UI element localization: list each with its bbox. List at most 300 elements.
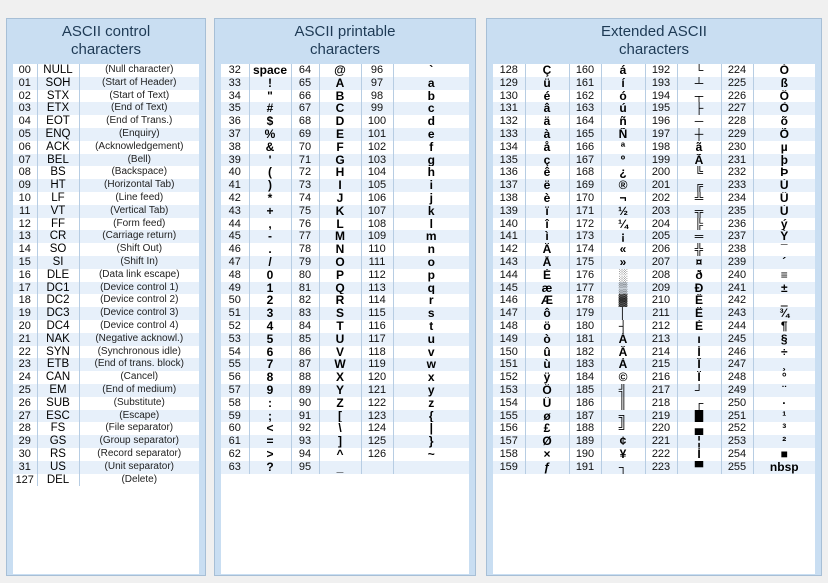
table-row bbox=[13, 346, 199, 359]
description: (Horizontal Tab) bbox=[79, 179, 199, 192]
character: # bbox=[249, 102, 291, 115]
decimal-code: 73 bbox=[291, 179, 319, 192]
character: 1 bbox=[249, 282, 291, 295]
table-row bbox=[13, 218, 199, 231]
decimal-code: 07 bbox=[13, 154, 37, 167]
table-row bbox=[13, 205, 199, 218]
character: Ú bbox=[753, 179, 815, 192]
character: ? bbox=[249, 461, 291, 474]
description: (Acknowledgement) bbox=[95, 140, 184, 152]
table-row bbox=[493, 102, 815, 115]
character: 4 bbox=[249, 320, 291, 333]
table-row bbox=[221, 102, 469, 115]
character: ó bbox=[601, 90, 645, 103]
table-row bbox=[13, 474, 199, 487]
extended-characters-panel bbox=[486, 18, 822, 576]
decimal-code: 47 bbox=[221, 256, 249, 269]
table-row bbox=[493, 192, 815, 205]
character: I bbox=[319, 179, 361, 192]
table-row bbox=[221, 77, 469, 90]
character: Õ bbox=[753, 128, 815, 141]
character: ¢ bbox=[601, 435, 645, 448]
character: « bbox=[601, 243, 645, 256]
decimal-code: 39 bbox=[221, 154, 249, 167]
decimal-code: 88 bbox=[291, 371, 319, 384]
character: C bbox=[319, 102, 361, 115]
character: É bbox=[525, 269, 569, 282]
abbreviation: LF bbox=[37, 192, 79, 205]
decimal-code: 206 bbox=[645, 243, 677, 256]
decimal-code: 157 bbox=[493, 435, 525, 448]
decimal-code: 162 bbox=[569, 90, 601, 103]
character: 3 bbox=[249, 307, 291, 320]
decimal-code: 148 bbox=[493, 320, 525, 333]
character: ┤ bbox=[601, 320, 645, 333]
character: õ bbox=[780, 115, 788, 128]
decimal-code: 19 bbox=[13, 307, 37, 320]
decimal-code: 31 bbox=[13, 461, 37, 474]
table-row bbox=[493, 115, 815, 128]
decimal-code: 208 bbox=[645, 269, 677, 282]
decimal-code: 81 bbox=[291, 282, 319, 295]
decimal-code: 13 bbox=[13, 230, 37, 243]
character: . bbox=[249, 243, 291, 256]
decimal-code: 229 bbox=[721, 128, 753, 141]
description: (Device control 4) bbox=[100, 319, 179, 331]
decimal-code: 36 bbox=[221, 115, 249, 128]
decimal-code: 245 bbox=[721, 333, 753, 346]
decimal-code: 43 bbox=[221, 205, 249, 218]
decimal-code: 20 bbox=[13, 320, 37, 333]
table-row bbox=[493, 166, 815, 179]
character: ■ bbox=[780, 447, 788, 461]
decimal-code: 197 bbox=[645, 128, 677, 141]
decimal-code: 64 bbox=[291, 64, 319, 77]
abbreviation: EOT bbox=[37, 115, 79, 128]
character: Ý bbox=[753, 230, 815, 243]
character: ½ bbox=[601, 205, 645, 218]
character: └ bbox=[677, 64, 721, 77]
abbreviation: EM bbox=[37, 384, 79, 397]
character: Ð bbox=[677, 282, 721, 295]
table-row bbox=[221, 256, 469, 269]
table-row bbox=[221, 141, 469, 154]
character: F bbox=[319, 141, 361, 154]
decimal-code: 55 bbox=[221, 358, 249, 371]
table-row bbox=[221, 230, 469, 243]
character: ¨ bbox=[753, 384, 815, 397]
character: , bbox=[249, 218, 291, 231]
character: X bbox=[319, 371, 361, 384]
table-row bbox=[493, 346, 815, 359]
character: ≡ bbox=[780, 268, 788, 282]
abbreviation: ENQ bbox=[37, 128, 79, 141]
decimal-code: 124 bbox=[361, 422, 393, 435]
decimal-code: 110 bbox=[361, 243, 393, 256]
character: è bbox=[525, 192, 569, 205]
character: w bbox=[393, 358, 469, 371]
abbreviation: GS bbox=[37, 435, 79, 448]
character: { bbox=[393, 410, 469, 423]
decimal-code: 221 bbox=[645, 435, 677, 448]
decimal-code: 00 bbox=[13, 64, 37, 77]
decimal-code: 57 bbox=[221, 384, 249, 397]
description: (Synchronous idle) bbox=[97, 345, 181, 357]
character: ┐ bbox=[601, 461, 645, 474]
table-row bbox=[221, 461, 469, 474]
character: K bbox=[319, 205, 361, 218]
description: (Group separator) bbox=[79, 435, 199, 448]
decimal-code: 87 bbox=[291, 358, 319, 371]
character: g bbox=[393, 154, 469, 167]
description: (Device control 3) bbox=[79, 307, 199, 320]
table-row bbox=[493, 448, 815, 461]
decimal-code: 177 bbox=[569, 282, 601, 295]
decimal-code: 152 bbox=[493, 371, 525, 384]
character: ñ bbox=[601, 115, 645, 128]
character: ¹ bbox=[753, 410, 815, 423]
decimal-code: 10 bbox=[13, 192, 37, 205]
decimal-code: 09 bbox=[13, 179, 37, 192]
decimal-code: 214 bbox=[645, 346, 677, 359]
table-row bbox=[13, 166, 199, 179]
table-row bbox=[493, 422, 815, 435]
decimal-code: 140 bbox=[493, 218, 525, 231]
decimal-code: 114 bbox=[361, 294, 393, 307]
abbreviation: FS bbox=[37, 422, 79, 435]
decimal-code: 44 bbox=[221, 218, 249, 231]
decimal-code: 29 bbox=[13, 435, 37, 448]
decimal-code: 240 bbox=[721, 269, 753, 282]
decimal-code: 202 bbox=[645, 192, 677, 205]
table-row bbox=[13, 90, 199, 103]
decimal-code: 133 bbox=[493, 128, 525, 141]
decimal-code: 211 bbox=[645, 307, 677, 320]
decimal-code: 16 bbox=[13, 269, 37, 282]
character: U bbox=[319, 333, 361, 346]
character: ! bbox=[249, 77, 291, 90]
character: ] bbox=[319, 435, 361, 448]
decimal-code: 146 bbox=[493, 294, 525, 307]
decimal-code: 255 bbox=[721, 461, 753, 474]
character: ╚ bbox=[677, 166, 721, 179]
decimal-code: 116 bbox=[361, 320, 393, 333]
decimal-code: 37 bbox=[221, 128, 249, 141]
decimal-code: 209 bbox=[645, 282, 677, 295]
decimal-code: 164 bbox=[569, 115, 601, 128]
table-row bbox=[493, 294, 815, 307]
character: 8 bbox=[249, 371, 291, 384]
table-row bbox=[493, 269, 815, 282]
character: Ø bbox=[525, 435, 569, 448]
character: ┘ bbox=[677, 384, 721, 397]
character: 5 bbox=[249, 333, 291, 346]
character: ö bbox=[525, 320, 569, 333]
decimal-code: 27 bbox=[13, 410, 37, 423]
abbreviation: BS bbox=[37, 166, 79, 179]
character: y bbox=[393, 384, 469, 397]
decimal-code: 178 bbox=[569, 294, 601, 307]
description: (Bell) bbox=[79, 154, 199, 167]
character: æ bbox=[525, 282, 569, 295]
character: ª bbox=[601, 141, 645, 154]
decimal-code: 137 bbox=[493, 179, 525, 192]
decimal-code: 84 bbox=[291, 320, 319, 333]
table-row bbox=[13, 320, 199, 333]
character: > bbox=[249, 448, 291, 461]
table-row bbox=[493, 141, 815, 154]
table-row bbox=[13, 461, 199, 474]
decimal-code: 26 bbox=[13, 397, 37, 410]
decimal-code: 59 bbox=[221, 410, 249, 423]
table-row bbox=[13, 333, 199, 346]
table-row bbox=[493, 307, 815, 320]
decimal-code: 184 bbox=[569, 371, 601, 384]
table-row bbox=[221, 320, 469, 333]
decimal-code: 242 bbox=[721, 294, 753, 307]
character: \ bbox=[319, 422, 361, 435]
description: (Cancel) bbox=[120, 371, 159, 383]
character: ^ bbox=[319, 448, 361, 461]
decimal-code: 95 bbox=[291, 461, 319, 474]
description: (Line feed) bbox=[115, 191, 164, 203]
table-row bbox=[13, 192, 199, 205]
decimal-code: 187 bbox=[569, 410, 601, 423]
decimal-code: 60 bbox=[221, 422, 249, 435]
decimal-code: 128 bbox=[493, 64, 525, 77]
control-characters-table bbox=[13, 64, 199, 574]
character: ¿ bbox=[601, 166, 645, 179]
abbreviation: HT bbox=[37, 179, 79, 192]
table-row bbox=[221, 218, 469, 231]
table-row bbox=[13, 128, 199, 141]
character: O bbox=[319, 256, 361, 269]
decimal-code: 129 bbox=[493, 77, 525, 90]
decimal-code: 183 bbox=[569, 358, 601, 371]
character: Á bbox=[601, 333, 645, 346]
character: ü bbox=[525, 77, 569, 90]
decimal-code: 215 bbox=[645, 358, 677, 371]
table-row bbox=[221, 269, 469, 282]
character: À bbox=[601, 358, 645, 371]
table-row bbox=[221, 435, 469, 448]
decimal-code: 117 bbox=[361, 333, 393, 346]
abbreviation: DEL bbox=[37, 474, 79, 487]
decimal-code: 108 bbox=[361, 218, 393, 231]
table-row bbox=[13, 397, 199, 410]
decimal-code: 142 bbox=[493, 243, 525, 256]
decimal-code: 91 bbox=[291, 410, 319, 423]
character: ▒ bbox=[601, 282, 645, 295]
character: Î bbox=[677, 358, 721, 371]
character: ├ bbox=[677, 102, 721, 115]
description: (Backspace) bbox=[111, 166, 168, 178]
character: R bbox=[319, 294, 361, 307]
decimal-code: 243 bbox=[721, 307, 753, 320]
decimal-code: 144 bbox=[493, 269, 525, 282]
decimal-code: 247 bbox=[721, 358, 753, 371]
decimal-code: 205 bbox=[645, 230, 677, 243]
decimal-code: 154 bbox=[493, 397, 525, 410]
character: ─ bbox=[677, 115, 721, 128]
character: x bbox=[427, 371, 435, 384]
printable-characters-table bbox=[221, 64, 469, 574]
abbreviation: ESC bbox=[37, 410, 79, 423]
character: Û bbox=[779, 191, 789, 205]
decimal-code: 126 bbox=[361, 448, 393, 461]
table-row bbox=[13, 77, 199, 90]
abbreviation: CR bbox=[37, 230, 79, 243]
character: nbsp bbox=[753, 461, 815, 474]
character: r bbox=[428, 294, 434, 308]
character: Ù bbox=[753, 205, 815, 218]
table-row bbox=[493, 128, 815, 141]
description: (Shift In) bbox=[79, 256, 199, 269]
decimal-code: 112 bbox=[361, 269, 393, 282]
decimal-code: 244 bbox=[721, 320, 753, 333]
decimal-code: 119 bbox=[361, 358, 393, 371]
description: (End of medium) bbox=[79, 384, 199, 397]
table-row bbox=[221, 90, 469, 103]
abbreviation: SO bbox=[37, 243, 79, 256]
character: ' bbox=[249, 154, 291, 167]
decimal-code: 111 bbox=[361, 256, 393, 269]
character: u bbox=[393, 333, 469, 346]
character: Ã bbox=[677, 154, 721, 167]
character: ä bbox=[525, 115, 569, 128]
character: í bbox=[601, 77, 645, 90]
character: Z bbox=[319, 397, 361, 410]
table-row bbox=[221, 128, 469, 141]
decimal-code: 192 bbox=[645, 64, 677, 77]
table-row bbox=[13, 358, 199, 371]
decimal-code: 141 bbox=[493, 230, 525, 243]
description: (File separator) bbox=[105, 422, 174, 434]
character: ) bbox=[249, 179, 291, 192]
character: l bbox=[429, 217, 433, 231]
decimal-code: 80 bbox=[291, 269, 319, 282]
decimal-code: 15 bbox=[13, 256, 37, 269]
decimal-code: 153 bbox=[493, 384, 525, 397]
character: = bbox=[249, 435, 291, 448]
character: ð bbox=[677, 269, 721, 282]
decimal-code: 118 bbox=[361, 346, 393, 359]
character: d bbox=[427, 115, 435, 128]
decimal-code: 90 bbox=[291, 397, 319, 410]
decimal-code: 204 bbox=[645, 218, 677, 231]
decimal-code: 02 bbox=[13, 90, 37, 103]
character: 0 bbox=[249, 269, 291, 282]
character: á bbox=[601, 64, 645, 77]
description: (Data link escape) bbox=[98, 268, 180, 280]
character: Ò bbox=[753, 102, 815, 115]
decimal-code: 185 bbox=[569, 384, 601, 397]
table-row bbox=[13, 269, 199, 282]
character: ╗ bbox=[601, 410, 645, 423]
character: m bbox=[393, 230, 469, 243]
decimal-code: 22 bbox=[13, 346, 37, 359]
character: ì bbox=[525, 230, 569, 243]
decimal-code: 49 bbox=[221, 282, 249, 295]
decimal-code: 173 bbox=[569, 230, 601, 243]
decimal-code: 253 bbox=[721, 435, 753, 448]
decimal-code: 159 bbox=[493, 461, 525, 474]
character: q bbox=[393, 282, 469, 295]
table-row bbox=[493, 435, 815, 448]
table-row bbox=[493, 282, 815, 295]
character: ß bbox=[753, 77, 815, 90]
decimal-code: 53 bbox=[221, 333, 249, 346]
printable-characters-panel bbox=[214, 18, 476, 576]
character: Þ bbox=[780, 166, 789, 180]
decimal-code: 175 bbox=[569, 256, 601, 269]
description: (Substitute) bbox=[113, 396, 165, 408]
table-row bbox=[221, 307, 469, 320]
decimal-code: 134 bbox=[493, 141, 525, 154]
decimal-code: 96 bbox=[361, 64, 393, 77]
description: (End of trans. block) bbox=[79, 358, 199, 371]
decimal-code: 149 bbox=[493, 333, 525, 346]
character: Q bbox=[319, 282, 361, 295]
character: [ bbox=[319, 410, 361, 423]
abbreviation: RS bbox=[37, 448, 79, 461]
character: │ bbox=[601, 307, 645, 320]
decimal-code: 106 bbox=[361, 192, 393, 205]
decimal-code: 207 bbox=[645, 256, 677, 269]
character: » bbox=[601, 256, 645, 269]
character: ¬ bbox=[601, 192, 645, 205]
decimal-code: 194 bbox=[645, 90, 677, 103]
description: (Device control 2) bbox=[100, 294, 179, 306]
decimal-code: 248 bbox=[721, 371, 753, 384]
table-row bbox=[13, 256, 199, 269]
table-row bbox=[221, 371, 469, 384]
decimal-code: 138 bbox=[493, 192, 525, 205]
character: ® bbox=[601, 179, 645, 192]
character: Ó bbox=[779, 64, 789, 77]
table-row bbox=[221, 448, 469, 461]
decimal-code: 254 bbox=[721, 448, 753, 461]
character: n bbox=[427, 243, 435, 256]
decimal-code: 32 bbox=[221, 64, 249, 77]
table-row bbox=[221, 422, 469, 435]
table-row bbox=[221, 64, 469, 77]
character: a bbox=[393, 77, 469, 90]
decimal-code: 167 bbox=[569, 154, 601, 167]
decimal-code: 107 bbox=[361, 205, 393, 218]
character: à bbox=[525, 128, 569, 141]
decimal-code: 217 bbox=[645, 384, 677, 397]
decimal-code: 216 bbox=[645, 371, 677, 384]
abbreviation: US bbox=[37, 461, 79, 474]
decimal-code: 238 bbox=[721, 243, 753, 256]
abbreviation: SYN bbox=[37, 346, 79, 359]
character: : bbox=[249, 397, 291, 410]
description: (Vertical Tab) bbox=[79, 205, 199, 218]
character: þ bbox=[753, 154, 815, 167]
table-row bbox=[493, 77, 815, 90]
decimal-code: 120 bbox=[361, 371, 393, 384]
decimal-code: 190 bbox=[569, 448, 601, 461]
character: ▀ bbox=[677, 461, 721, 474]
description: (Start of Text) bbox=[109, 89, 170, 101]
decimal-code: 224 bbox=[721, 64, 753, 77]
decimal-code: 67 bbox=[291, 102, 319, 115]
decimal-code: 180 bbox=[569, 320, 601, 333]
character: k bbox=[393, 205, 469, 218]
character: ° bbox=[781, 371, 787, 384]
table-row bbox=[221, 154, 469, 167]
